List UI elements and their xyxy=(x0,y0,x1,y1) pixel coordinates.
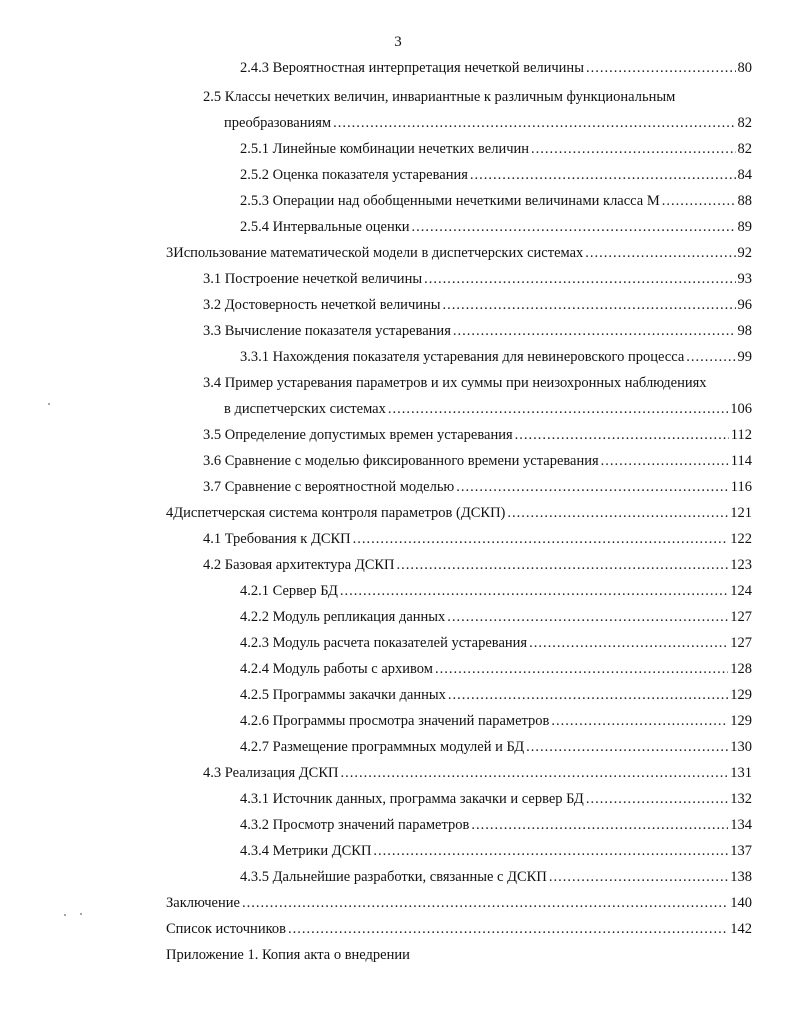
toc-entry-number: 4.2.3 xyxy=(240,635,269,651)
toc-entry-4-2-7[interactable] xyxy=(240,737,752,757)
toc-entry-page: 106 xyxy=(730,401,752,417)
dot-leader xyxy=(288,919,728,939)
toc-entry-number: 4.2 xyxy=(203,557,222,573)
toc-entry-4-1[interactable] xyxy=(203,529,752,549)
toc-entry-3-4[interactable] xyxy=(203,373,752,393)
toc-entry-title: Реализация ДСКП xyxy=(224,765,339,781)
toc-entry-4-3-1[interactable] xyxy=(240,789,752,809)
dot-leader xyxy=(340,763,728,783)
toc-entry-page: 138 xyxy=(730,869,752,885)
toc-entry-page: 123 xyxy=(730,557,752,573)
toc-entry-title: Сравнение с моделью фиксированного времени устаревания xyxy=(224,453,599,469)
toc-entry-4-3[interactable] xyxy=(203,763,752,783)
toc-entry-number: 3.3.1 xyxy=(240,349,269,365)
dot-leader xyxy=(601,451,729,471)
toc-entry-page: 96 xyxy=(737,297,752,313)
toc-entry-4[interactable] xyxy=(166,503,752,523)
dot-leader xyxy=(586,58,736,78)
toc-entry-4-2-1[interactable] xyxy=(240,581,752,601)
dot-leader xyxy=(242,893,728,913)
toc-entry-number: 3.2 xyxy=(203,297,222,313)
toc-entry-number: 4.3.2 xyxy=(240,817,269,833)
toc-entry-number: 2.5.1 xyxy=(240,141,269,157)
dot-leader xyxy=(340,581,728,601)
toc-entry-number: 4.2.2 xyxy=(240,609,269,625)
dot-leader xyxy=(470,165,736,185)
toc-entry-3-1[interactable] xyxy=(203,269,752,289)
toc-entry-page: 82 xyxy=(737,141,752,157)
dot-leader xyxy=(686,347,735,367)
toc-entry-2-5-3[interactable] xyxy=(240,191,752,211)
toc-entry-page: 82 xyxy=(737,115,752,131)
toc-entry-3-7[interactable] xyxy=(203,477,752,497)
dot-leader xyxy=(448,685,728,705)
toc-entry-4-3-4[interactable] xyxy=(240,841,752,861)
toc-entry-number: 4.3.4 xyxy=(240,843,269,859)
toc-entry-page: 131 xyxy=(730,765,752,781)
toc-entry-page: 129 xyxy=(730,687,752,703)
toc-entry-3-3-1[interactable] xyxy=(240,347,752,367)
toc-entry-number: 2.5.4 xyxy=(240,219,269,235)
toc-entry-page: 92 xyxy=(737,245,752,261)
toc-entry-title: Вычисление показателя устаревания xyxy=(224,323,451,339)
dot-leader xyxy=(586,789,728,809)
dot-leader xyxy=(551,711,728,731)
toc-entry-title: преобразованиям xyxy=(224,115,332,131)
toc-entry-title: Сравнение с вероятностной моделью xyxy=(224,479,455,495)
toc-entry-title: Приложение 1. Копия акта о внедрении xyxy=(166,947,410,963)
toc-entry-title: Метрики ДСКП xyxy=(272,843,372,859)
toc-entry-page: 121 xyxy=(730,505,752,521)
toc-entry-title: Программы просмотра значений параметров xyxy=(272,713,550,729)
scan-speck xyxy=(48,403,50,405)
dot-leader xyxy=(529,633,728,653)
toc-entry-references[interactable] xyxy=(166,919,752,939)
toc-entry-4-2-5[interactable] xyxy=(240,685,752,705)
table-of-contents xyxy=(0,58,796,1018)
toc-entry-title: Дальнейшие разработки, связанные с ДСКП xyxy=(272,869,547,885)
toc-entry-2-5-2[interactable] xyxy=(240,165,752,185)
toc-entry-title: Вероятностная интерпретация нечеткой величины xyxy=(272,60,584,76)
toc-entry-page: 140 xyxy=(730,895,752,911)
toc-entry-number: 2.5.3 xyxy=(240,193,269,209)
toc-entry-title: Требования к ДСКП xyxy=(224,531,351,547)
toc-entry-title: Достоверность нечеткой величины xyxy=(224,297,441,313)
toc-entry-3-2[interactable] xyxy=(203,295,752,315)
toc-entry-4-2-6[interactable] xyxy=(240,711,752,731)
toc-entry-number: 4.3.1 xyxy=(240,791,269,807)
toc-entry-4-2-2[interactable] xyxy=(240,607,752,627)
toc-entry-4-2[interactable] xyxy=(203,555,752,575)
scan-speck xyxy=(64,914,66,916)
toc-entry-title: Оценка показателя устаревания xyxy=(272,167,468,183)
dot-leader xyxy=(424,269,735,289)
toc-entry-page: 124 xyxy=(730,583,752,599)
toc-entry-title: Размещение программных модулей и БД xyxy=(272,739,525,755)
dot-leader xyxy=(515,425,729,445)
toc-entry-number: 4.3.5 xyxy=(240,869,269,885)
toc-entry-number: 4 xyxy=(166,505,174,521)
toc-entry-title: Операции над обобщенными нечеткими величинами класса М xyxy=(272,193,660,209)
page-number: 3 xyxy=(394,34,402,50)
toc-entry-title: Интервальные оценки xyxy=(272,219,410,235)
toc-entry-page: 88 xyxy=(737,193,752,209)
dot-leader xyxy=(453,321,736,341)
dot-leader xyxy=(373,841,728,861)
toc-entry-number: 2.5 xyxy=(203,89,222,105)
toc-entry-page: 116 xyxy=(730,479,752,495)
toc-entry-4-3-5[interactable] xyxy=(240,867,752,887)
toc-entry-title: Пример устаревания параметров и их суммы при неизохронных наблюдениях xyxy=(224,375,707,391)
toc-entry-page: 99 xyxy=(737,349,752,365)
toc-entry-3-4-continued[interactable] xyxy=(224,399,752,419)
toc-entry-title: Список источников xyxy=(166,921,286,937)
toc-entry-number: 4.2.6 xyxy=(240,713,269,729)
toc-entry-title: Источник данных, программа закачки и сервер БД xyxy=(272,791,584,807)
toc-entry-title: Сервер БД xyxy=(272,583,338,599)
toc-entry-page: 128 xyxy=(730,661,752,677)
toc-entry-page: 89 xyxy=(737,219,752,235)
dot-leader xyxy=(549,867,728,887)
dot-leader xyxy=(531,139,735,159)
toc-entry-title: Нахождения показателя устаревания для невинеровского процесса xyxy=(272,349,685,365)
toc-entry-page: 84 xyxy=(737,167,752,183)
toc-entry-appendix-1[interactable] xyxy=(166,945,752,965)
toc-entry-page: 80 xyxy=(737,60,752,76)
toc-entry-page: 132 xyxy=(730,791,752,807)
dot-leader xyxy=(471,815,728,835)
toc-entry-number: 4.3 xyxy=(203,765,222,781)
toc-entry-3-6[interactable] xyxy=(203,451,752,471)
dot-leader xyxy=(397,555,729,575)
toc-entry-number: 4.2.7 xyxy=(240,739,269,755)
scan-speck xyxy=(80,913,82,915)
toc-entry-title: Построение нечеткой величины xyxy=(224,271,423,287)
dot-leader xyxy=(662,191,736,211)
dot-leader xyxy=(435,659,728,679)
toc-entry-page: 142 xyxy=(730,921,752,937)
toc-entry-title: Модуль работы с архивом xyxy=(272,661,433,677)
toc-entry-number: 3.6 xyxy=(203,453,222,469)
dot-leader xyxy=(333,113,735,133)
toc-entry-number: 3 xyxy=(166,245,174,261)
dot-leader xyxy=(443,295,736,315)
dot-leader xyxy=(388,399,728,419)
toc-entry-2-5[interactable] xyxy=(203,87,752,107)
toc-entry-number: 4.2.4 xyxy=(240,661,269,677)
toc-entry-2-4-3[interactable] xyxy=(240,58,752,78)
toc-entry-page: 127 xyxy=(730,609,752,625)
toc-entry-title: Определение допустимых времен устаревания xyxy=(224,427,513,443)
toc-entry-title: Модуль репликация данных xyxy=(272,609,446,625)
toc-entry-page: 130 xyxy=(730,739,752,755)
toc-entry-3-5[interactable] xyxy=(203,425,752,445)
toc-entry-number: 4.2.1 xyxy=(240,583,269,599)
dot-leader xyxy=(585,243,735,263)
dot-leader xyxy=(353,529,729,549)
toc-entry-page: 122 xyxy=(730,531,752,547)
toc-entry-number: 2.5.2 xyxy=(240,167,269,183)
toc-entry-4-2-4[interactable] xyxy=(240,659,752,679)
toc-entry-number: 3.5 xyxy=(203,427,222,443)
toc-entry-4-3-2[interactable] xyxy=(240,815,752,835)
toc-entry-title: Заключение xyxy=(166,895,240,911)
toc-entry-title: Базовая архитектура ДСКП xyxy=(224,557,395,573)
toc-entry-conclusion[interactable] xyxy=(166,893,752,913)
toc-entry-2-5-continued[interactable] xyxy=(224,113,752,133)
toc-entry-3-3[interactable] xyxy=(203,321,752,341)
toc-entry-number: 4.1 xyxy=(203,531,222,547)
toc-entry-page: 112 xyxy=(730,427,752,443)
toc-entry-number: 3.1 xyxy=(203,271,222,287)
toc-entry-title: Диспетчерская система контроля параметров (ДСКП) xyxy=(173,505,506,521)
toc-entry-number: 3.7 xyxy=(203,479,222,495)
toc-entry-page: 134 xyxy=(730,817,752,833)
dot-leader xyxy=(526,737,728,757)
toc-entry-number: 2.4.3 xyxy=(240,60,269,76)
toc-entry-page: 93 xyxy=(737,271,752,287)
toc-entry-title: Модуль расчета показателей устаревания xyxy=(272,635,528,651)
toc-entry-title: Программы закачки данных xyxy=(272,687,446,703)
toc-entry-title: Использование математической модели в диспетчерских системах xyxy=(173,245,584,261)
dot-leader xyxy=(456,477,729,497)
toc-entry-title: Классы нечетких величин, инвариантные к различным функциональным xyxy=(224,89,676,105)
toc-entry-number: 3.3 xyxy=(203,323,222,339)
toc-entry-title: Линейные комбинации нечетких величин xyxy=(272,141,530,157)
toc-entry-page: 114 xyxy=(730,453,752,469)
dot-leader xyxy=(507,503,728,523)
toc-entry-number: 3.4 xyxy=(203,375,222,391)
toc-entry-title: в диспетчерских системах xyxy=(224,401,386,417)
toc-entry-2-5-4[interactable] xyxy=(240,217,752,237)
toc-entry-2-5-1[interactable] xyxy=(240,139,752,159)
toc-entry-page: 127 xyxy=(730,635,752,651)
toc-entry-title: Просмотр значений параметров xyxy=(272,817,470,833)
toc-entry-4-2-3[interactable] xyxy=(240,633,752,653)
dot-leader xyxy=(447,607,728,627)
toc-entry-page: 98 xyxy=(737,323,752,339)
toc-entry-page: 137 xyxy=(730,843,752,859)
toc-entry-page: 129 xyxy=(730,713,752,729)
dot-leader xyxy=(412,217,736,237)
toc-entry-number: 4.2.5 xyxy=(240,687,269,703)
toc-entry-3[interactable] xyxy=(166,243,752,263)
